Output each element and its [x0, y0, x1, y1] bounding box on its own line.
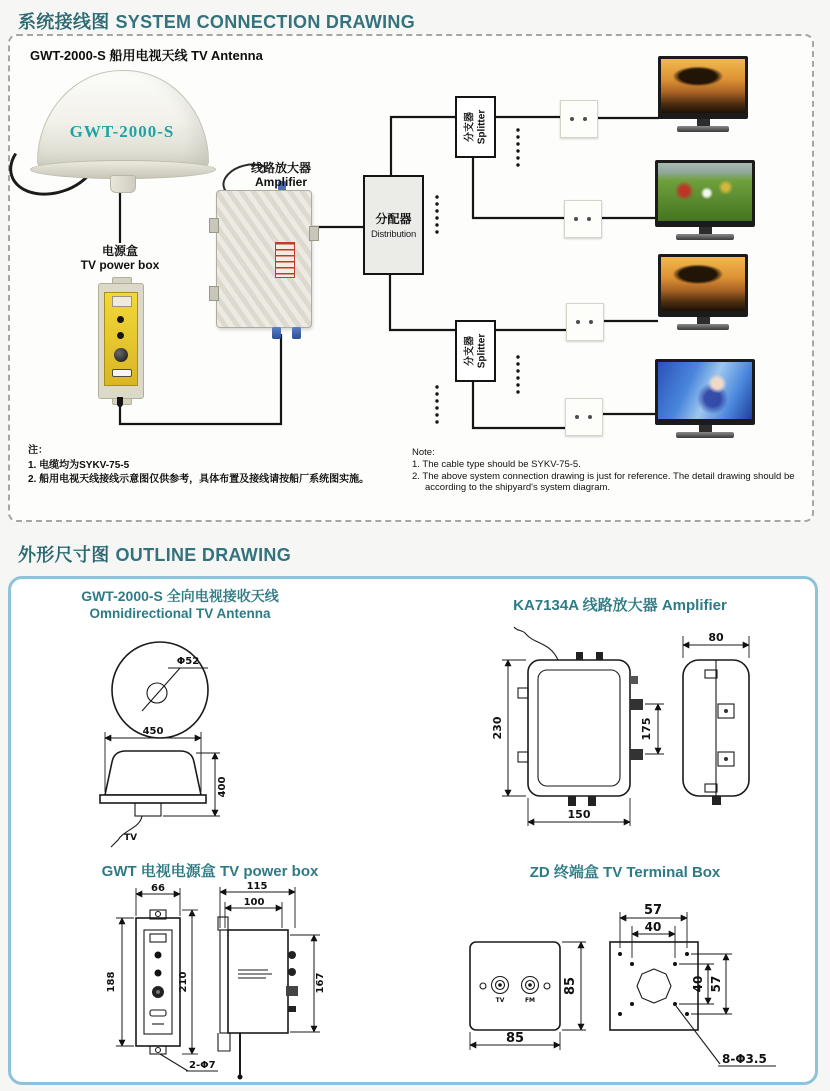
power-box-cable-stub	[117, 397, 123, 407]
svg-text:400: 400	[217, 776, 228, 798]
svg-text:85: 85	[505, 1031, 525, 1046]
port-fm-label: FM	[524, 997, 536, 1004]
note-en-title: Note:	[412, 447, 435, 458]
power-box-knob-icon	[114, 348, 128, 362]
power-box-nameplate	[112, 296, 132, 307]
amplifier-label-en: Amplifier	[254, 175, 307, 190]
dim-front-85-right	[562, 942, 586, 1030]
dim-188	[106, 918, 134, 1046]
splitter1-label-en: Splitter	[475, 109, 487, 145]
tv-screen	[655, 160, 755, 227]
dim-100	[225, 897, 282, 928]
note-zh-line2: 2. 船用电视天线接线示意图仅供参考，具体布置及接线请按船厂系统图实施。	[28, 474, 370, 485]
amplifier-photo	[216, 190, 312, 328]
amplifier-label	[231, 161, 331, 189]
amplifier-output-connector	[292, 327, 301, 339]
notes-chinese	[28, 444, 400, 488]
amplifier-label-zh: 线路放大器	[250, 161, 311, 175]
svg-text:40: 40	[691, 975, 705, 993]
power-box-outline-title: GWT 电视电源盒 TV power box	[101, 863, 319, 880]
svg-text:450: 450	[142, 726, 164, 737]
svg-text:167: 167	[315, 972, 326, 994]
distribution-label-zh: 分配器	[375, 212, 412, 226]
tv-photo-football	[655, 160, 755, 240]
power-box-outline-drawing	[28, 882, 383, 1082]
antenna-dome	[37, 70, 209, 172]
tv-stand-neck	[699, 425, 712, 432]
note-en-line2: 2. The above system connection drawing is just for reference. The detail drawing should be	[412, 470, 795, 482]
dim-175	[640, 704, 664, 754]
wall-outlet-2	[564, 200, 602, 238]
splitter-box-1	[455, 96, 496, 158]
terminal-box-front-view	[470, 942, 560, 1030]
svg-text:57: 57	[643, 903, 663, 918]
power-box-front-panel	[104, 292, 138, 386]
section1-title-zh: 系统接线图	[18, 12, 110, 32]
svg-text:100: 100	[243, 897, 265, 908]
section2-title	[18, 541, 291, 567]
svg-text:115: 115	[246, 882, 268, 892]
amplifier-flange	[309, 226, 319, 241]
antenna-model-label: GWT-2000-S	[69, 122, 175, 141]
wall-outlet-1	[560, 100, 598, 138]
power-box-front-view	[136, 910, 180, 1054]
svg-text:150: 150	[567, 808, 591, 821]
amplifier-output-connector	[272, 327, 281, 339]
amplifier-front-view	[514, 627, 643, 806]
antenna-photo	[22, 70, 222, 205]
svg-text:57: 57	[709, 975, 723, 993]
power-box-label-zh: 电源盒	[101, 244, 138, 258]
note-zh-line1: 1. 电缆均为SYKV-75-5	[28, 459, 130, 471]
antenna-outline-title-zh: GWT-2000-S 全向电视接收天线	[81, 588, 279, 604]
amplifier-nameplate	[275, 242, 295, 278]
antenna-outline-drawing	[12, 618, 342, 853]
svg-text:66: 66	[151, 883, 165, 894]
tv-photo-savanna-2	[658, 254, 748, 330]
tv-stand-base	[676, 234, 734, 240]
amplifier-casing	[216, 190, 312, 328]
section2-title-en: OUTLINE DRAWING	[115, 545, 291, 565]
tv-screen	[658, 254, 748, 317]
notes-english	[412, 447, 812, 494]
power-box-switch-slot	[112, 369, 132, 377]
tv-stand-base	[676, 432, 734, 438]
svg-text:80: 80	[708, 631, 724, 644]
amplifier-outline-drawing	[438, 612, 813, 847]
terminal-box-outline-drawing	[442, 882, 814, 1082]
splitter-box-2	[455, 320, 496, 382]
tv-stand-neck	[697, 317, 710, 324]
dim-150	[528, 798, 630, 826]
amplifier-flange	[209, 218, 219, 233]
section1-title	[18, 8, 415, 34]
tv-stand-neck	[697, 119, 710, 126]
terminal-box-outline-title: ZD 终端盒 TV Terminal Box	[529, 864, 721, 881]
distribution-label-en: Distribution	[370, 229, 417, 240]
tv-photo-savanna-1	[658, 56, 748, 132]
tv-stand-base	[677, 126, 729, 132]
amplifier-outline-title: KA7134A 线路放大器 Amplifier	[513, 597, 727, 614]
antenna-side-view	[100, 751, 206, 847]
tv-stand-neck	[699, 227, 712, 234]
dim-167	[290, 935, 326, 1032]
tv-stand-base	[677, 324, 729, 330]
power-box-connector-icon	[117, 332, 124, 339]
section2-title-zh: 外形尺寸图	[18, 545, 110, 565]
wall-outlet-3	[566, 303, 604, 341]
wall-outlet-4	[565, 398, 603, 436]
distribution-box	[363, 175, 424, 275]
note-2-phi7	[160, 1054, 218, 1071]
power-box-side-view	[218, 917, 298, 1080]
power-box-label	[70, 244, 170, 272]
splitter1-label-zh: 分支器	[464, 112, 475, 142]
tv-power-box-photo	[98, 283, 144, 399]
antenna-outline-title	[40, 586, 320, 621]
dim-80	[683, 631, 749, 658]
connection-subtitle: GWT-2000-S 船用电视天线 TV Antenna	[30, 48, 263, 63]
dim-front-85-bottom	[470, 1031, 560, 1050]
power-box-label-en: TV power box	[80, 258, 160, 273]
antenna-connector-stub	[110, 175, 136, 193]
dim-230	[491, 660, 526, 796]
svg-text:2-Φ7: 2-Φ7	[189, 1060, 216, 1071]
note-en-line3: according to the shipyard's system diagram.	[425, 482, 611, 494]
svg-text:8-Φ3.5: 8-Φ3.5	[722, 1052, 767, 1066]
svg-text:175: 175	[640, 717, 653, 741]
splitter2-label-zh: 分支器	[464, 336, 475, 366]
dim-210	[178, 910, 198, 1054]
tv-photo-portrait	[655, 359, 755, 438]
svg-text:188: 188	[106, 971, 117, 993]
antenna-outline-title-en: Omnidirectional TV Antenna	[89, 606, 271, 621]
port-tv-label: TV	[495, 997, 505, 1004]
note-zh-title: 注：	[28, 445, 48, 456]
svg-text:85: 85	[563, 976, 578, 996]
amplifier-side-view	[683, 660, 749, 805]
svg-text:40: 40	[644, 920, 662, 934]
svg-text:210: 210	[178, 971, 189, 993]
amplifier-flange	[209, 286, 219, 301]
tv-screen	[658, 56, 748, 119]
power-box-connector-icon	[117, 316, 124, 323]
cable-label: TV	[124, 833, 138, 843]
section1-title-en: SYSTEM CONNECTION DRAWING	[115, 12, 416, 32]
dim-hole-label: Φ52	[176, 656, 200, 667]
svg-text:230: 230	[491, 716, 504, 740]
note-en-line1: 1. The cable type should be SYKV-75-5.	[412, 458, 581, 470]
splitter2-label-en: Splitter	[475, 333, 487, 369]
tv-screen	[655, 359, 755, 425]
